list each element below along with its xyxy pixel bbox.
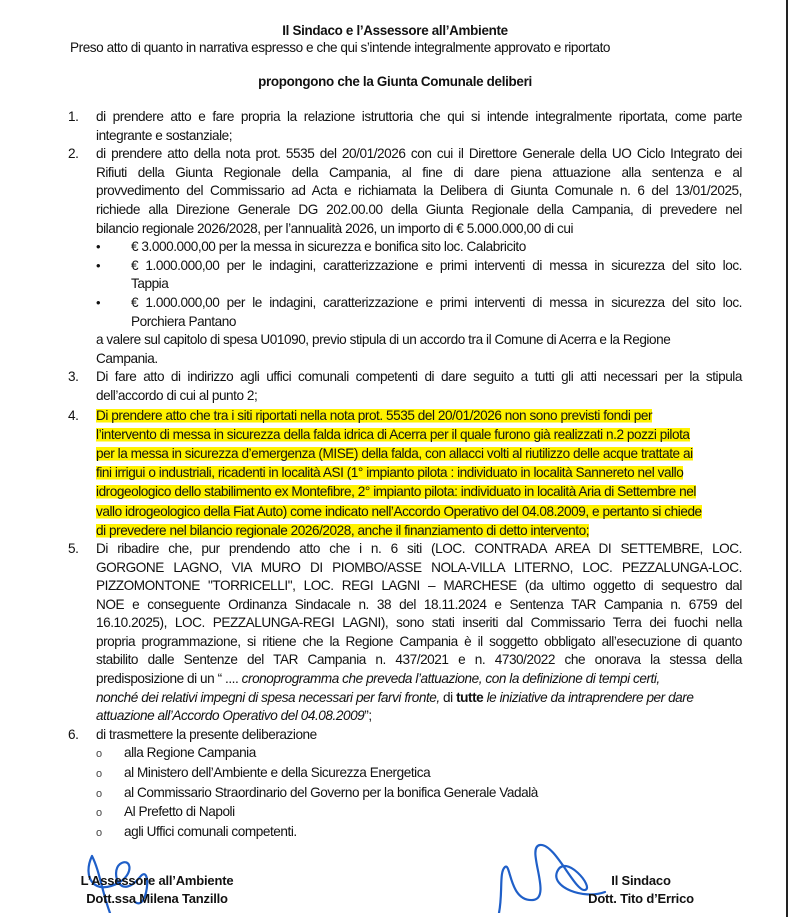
bullet-icon: •	[96, 239, 101, 255]
highlighted-line: per la messa in sicurezza d’emergenza (MISE) della falda, con allacci volti al riutilizzo delle acque trattate ai	[96, 445, 693, 461]
list-item-5	[62, 540, 742, 726]
highlighted-line: fini irrigui o industriali, ricadenti in località ASI (1° impianto pilota : individuato in località Sannereto nel vallo	[96, 465, 684, 481]
item-number: 5.	[68, 540, 79, 556]
highlighted-line: idrogeologico dello stabilimento ex Montefibre, 2° impianto pilota: individuato in località Aria di Settembre nel	[96, 484, 696, 500]
intro-paragraph: Preso atto di quanto in narrativa espresso e che qui s’intende integralmente approvato e riportato	[70, 40, 611, 55]
list-item-4	[62, 406, 742, 540]
item-line: di trasmettere la presente deliberazione	[96, 726, 317, 742]
funding-bullet	[96, 257, 742, 294]
circle-bullet-icon: o	[96, 826, 102, 839]
recipient-label: agli Uffici comunali competenti.	[124, 823, 297, 839]
recipient-label: al Ministero dell’Ambiente e della Sicurezza Energetica	[124, 765, 431, 781]
circle-bullet-icon: o	[96, 787, 102, 800]
item-line: Di fare atto di indirizzo agli uffici comunali competenti di dare seguito a tutti gli atti necessari per la stipula	[96, 369, 742, 385]
quote-tail: ”;	[364, 708, 372, 724]
funding-bullet-list	[96, 238, 742, 331]
item-number: 1.	[68, 109, 79, 124]
highlighted-line: l’intervento di messa in sicurezza della falda idrica di Acerra per il quale furono già realizzati n.2 pozzi pilota	[96, 426, 690, 442]
closing-line: Campania.	[96, 350, 158, 366]
item-number: 3.	[68, 369, 79, 385]
bullet-icon: •	[96, 257, 101, 273]
highlighted-line: di prevedere nel bilancio regionale 2026/2028, anche il finanziamento di detto intervento;	[96, 522, 590, 538]
bullet-line: € 3.000.000,00 per la messa in sicurezza e bonifica sito loc. Calabricito	[131, 239, 526, 255]
funding-bullet	[96, 294, 742, 331]
highlighted-line: vallo idrogeologico della Fiat Auto) come indicato nell’Accordo Operativo del 04.08.2009, e pertanto si chiede	[96, 503, 702, 519]
item-line: di prendere atto della nota prot. 5535 del 20/01/2026 con cui il Direttore Generale della UO Ciclo Integrato dei	[96, 146, 742, 162]
bullet-line: Tappia	[131, 276, 169, 292]
signatory-name: Dott. Tito d’Errico	[588, 891, 694, 907]
signature-row	[0, 856, 790, 917]
item-line: Di ribadire che, pur prendendo atto che i n. 6 siti (LOC. CONTRADA AREA DI SETTEMBRE, LOC.	[96, 540, 742, 556]
item-number: 2.	[68, 146, 79, 162]
item-line: GORGONE LAGNO, VIA MURO DI PIOMBO/ASSE NOLA-VILLA LITERNO, LOC. PEZZALUNGA-LOC.	[96, 559, 742, 575]
quote-emphasis: tutte	[456, 689, 484, 705]
circle-bullet-icon: o	[96, 768, 102, 781]
item-line: stabilito dalle Sentenze del TAR Campania n. 437/2021 e n. 4730/2022 che onorava la stessa della	[96, 652, 742, 668]
list-item-6	[62, 726, 742, 745]
recipient-item	[96, 784, 742, 804]
item-line: dell’accordo di cui al punto 2;	[96, 387, 258, 403]
quote-text: nonché dei relativi impegni di spesa necessari per farvi fronte,	[96, 689, 440, 705]
document-heading: Il Sindaco e l’Assessore all’Ambiente	[282, 23, 508, 38]
item-line: propria programmazione, si ritiene che la Regione Campania è il soggetto obbligato all’esecuzione di quanto	[96, 633, 742, 649]
item-line: bilancio regionale 2026/2028, per l’annualità 2026, un importo di € 5.000.000,00 di cui	[96, 220, 574, 236]
signatory-name: Dott.ssa Milena Tanzillo	[86, 891, 228, 907]
item-number: 6.	[68, 726, 79, 742]
quote-text: attuazione all’Accordo Operativo del 04.08.2009	[96, 708, 365, 724]
quote-line	[96, 707, 742, 726]
bullet-line: € 1.000.000,00 per le indagini, caratterizzazione e primi interventi di messa in sicurezza del sito loc.	[131, 294, 742, 310]
item-line: 16.10.2025), LOC. PEZZALUNGA-REGI LAGNI), sono stati inseriti dal Commissario Terra dei fuochi nella	[96, 615, 742, 631]
quote-prefix: predisposizione di un “ ....	[96, 671, 239, 687]
bullet-line: Porchiera Pantano	[131, 313, 236, 329]
recipient-item	[96, 823, 742, 843]
signatory-role: L’Assessore all’Ambiente	[80, 873, 234, 889]
recipient-item	[96, 744, 742, 764]
list-item-1	[62, 108, 742, 145]
funding-bullet	[96, 238, 742, 257]
quote-line	[96, 689, 742, 708]
circle-bullet-icon: o	[96, 748, 102, 761]
recipient-label: al Commissario Straordinario del Governo per la bonifica Generale Vadalà	[124, 784, 538, 800]
item-line: provvedimento del Commissario ad Acta e richiamata la Delibera di Giunta Comunale n. 6 del 13/01/2025,	[96, 183, 742, 199]
item-number: 4.	[68, 407, 79, 423]
page-edge-rule	[786, 0, 788, 917]
bullet-icon: •	[96, 294, 101, 310]
signatory-role: Il Sindaco	[611, 873, 671, 889]
item-line: PIZZOMONTONE "TORRICELLI", LOC. REGI LAGNI – MARCHESE (da ultimo oggetto di sequestro dal	[96, 578, 742, 594]
item-line: integrante e sostanziale;	[96, 127, 233, 143]
item-line: NOE e conseguente Ordinanza Sindacale n. 38 del 18.11.2024 e Sentenza TAR Campania n. 6759 del	[96, 596, 742, 612]
signature-block-left	[62, 872, 252, 908]
signature-block-right	[556, 872, 726, 908]
list-item-3	[62, 368, 742, 405]
closing-line: a valere sul capitolo di spesa U01090, previo stipula di un accordo tra il Comune di Acerra e la Regione	[96, 332, 671, 348]
item-2-closing	[96, 331, 742, 368]
recipient-label: Al Prefetto di Napoli	[124, 804, 235, 820]
recipient-list	[96, 744, 742, 842]
quote-line	[96, 670, 742, 689]
circle-bullet-icon: o	[96, 807, 102, 820]
recipient-item	[96, 764, 742, 784]
item-line: richiede alla Direzione Generale DG 202.00.00 della Giunta Regionale della Campania, di prevedere nel	[96, 201, 742, 217]
highlighted-line: Di prendere atto che tra i siti riportati nella nota prot. 5535 del 20/01/2026 non sono previsti fondi per	[96, 407, 653, 423]
quote-plain: di	[439, 689, 457, 705]
recipient-label: alla Regione Campania	[124, 745, 256, 761]
recipient-item	[96, 803, 742, 823]
bullet-line: € 1.000.000,00 per le indagini, caratterizzazione e primi interventi di messa in sicurezza del sito loc.	[131, 257, 742, 273]
item-line: di prendere atto e fare propria la relazione istruttoria che qui si intende integralmente riportata, come parte	[96, 109, 742, 124]
quote-text: cronoprogramma che preveda l’attuazione, con la definizione di tempi certi,	[238, 671, 660, 687]
quote-text: le iniziative da intraprendere per dare	[483, 689, 694, 705]
item-line: Rifiuti della Giunta Regionale della Campania, al fine di dare piena attuazione alla sentenza e al	[96, 164, 742, 180]
proposal-heading: propongono che la Giunta Comunale deliberi	[258, 74, 532, 89]
list-item-2	[62, 145, 742, 238]
